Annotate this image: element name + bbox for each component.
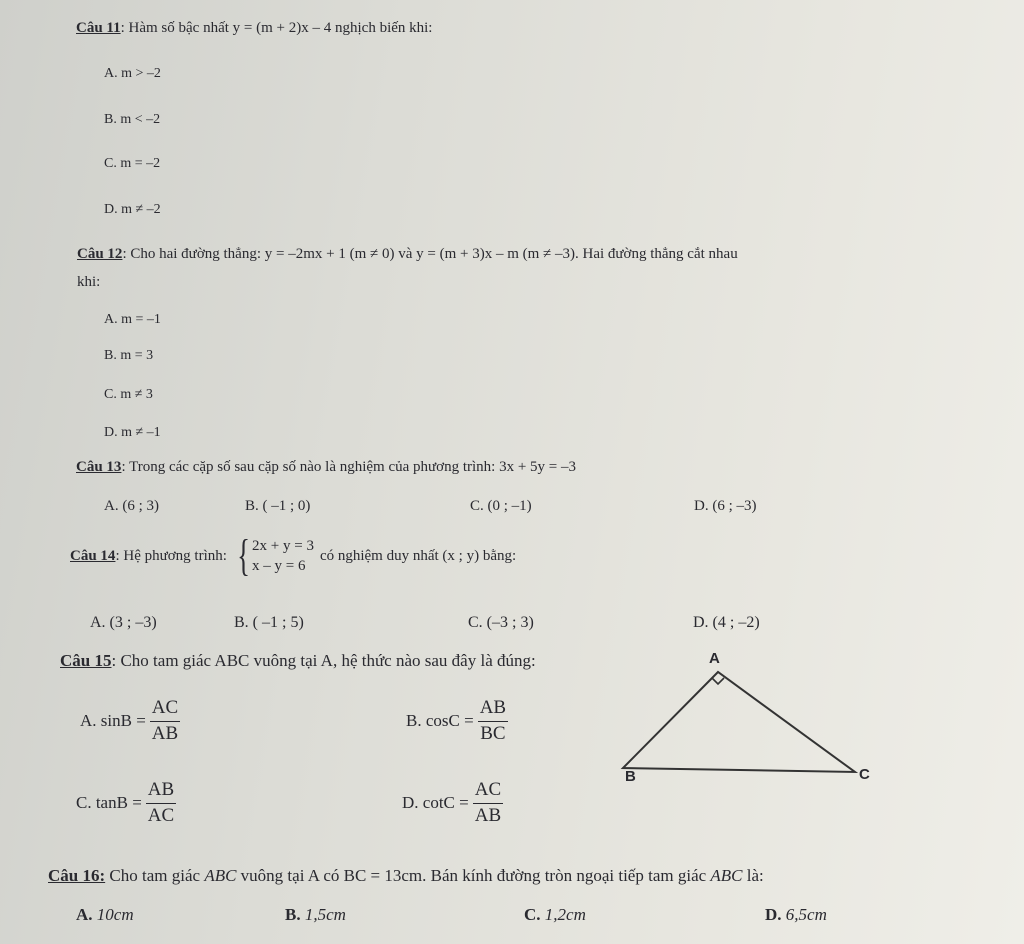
question-13-text: : Trong các cặp số sau cặp số nào là nghiệm của phương trình: 3x + 5y = –3	[121, 459, 577, 475]
question-15-label: Câu 15	[60, 651, 112, 670]
question-13-label: Câu 13	[76, 459, 122, 475]
q14-option-b: B. ( –1 ; 5)	[234, 614, 304, 631]
question-12-stem	[77, 246, 738, 263]
q11-option-a: A. m > –2	[104, 66, 161, 81]
q15-option-c-prefix: C. tanB =	[76, 793, 142, 813]
question-15-stem	[60, 651, 536, 671]
fraction-numerator: AB	[146, 780, 176, 804]
q12-option-a: A. m = –1	[104, 312, 161, 327]
q12-option-c: C. m ≠ 3	[104, 387, 153, 402]
question-14-stem	[70, 531, 517, 580]
q15-option-d	[402, 780, 503, 827]
question-16-stem	[48, 866, 764, 886]
triangle-name-1: ABC	[204, 866, 237, 885]
question-11-text: : Hàm số bậc nhất y = (m + 2)x – 4 nghịch biến khi:	[120, 20, 433, 36]
q11-option-d: D. m ≠ –2	[104, 202, 161, 217]
question-12-text-line2: khi:	[77, 274, 101, 290]
q16-option-c-letter: C.	[524, 905, 541, 924]
question-16-text-mid: vuông tại A có BC = 13cm. Bán kính đường tròn ngoại tiếp tam giác	[236, 866, 711, 885]
q15-option-c-fraction	[146, 780, 176, 827]
equation-system	[233, 531, 314, 580]
question-13-stem	[76, 459, 576, 476]
q16-option-a-value: 10cm	[96, 905, 134, 924]
triangle-abc	[623, 672, 855, 772]
q13-option-a: A. (6 ; 3)	[104, 498, 159, 514]
q16-option-b-letter: B.	[285, 905, 301, 924]
fraction-numerator: AB	[478, 698, 508, 722]
question-16-text-pre: Cho tam giác	[105, 866, 205, 885]
vertex-label-b: B	[625, 768, 636, 785]
q14-option-a: A. (3 ; –3)	[90, 614, 157, 631]
question-15-text: : Cho tam giác ABC vuông tại A, hệ thức nào sau đây là đúng:	[111, 651, 536, 670]
q16-option-b	[285, 905, 346, 925]
equation-2: x – y = 6	[252, 558, 306, 574]
q16-option-a-letter: A.	[76, 905, 93, 924]
q16-option-d-letter: D.	[765, 905, 782, 924]
equation-1: 2x + y = 3	[252, 537, 314, 554]
fraction-denominator: AC	[147, 804, 175, 826]
q16-option-d-value: 6,5cm	[785, 905, 827, 924]
q15-option-b-prefix: B. cosC =	[406, 711, 474, 731]
q15-option-a-fraction	[150, 698, 180, 745]
fraction-denominator: AB	[151, 722, 179, 744]
q15-option-c	[76, 780, 176, 827]
fraction-denominator: AB	[474, 804, 502, 826]
question-16-text-end: là:	[742, 866, 764, 885]
question-14-text-after: có nghiệm duy nhất (x ; y) bằng:	[319, 547, 517, 564]
fraction-numerator: AC	[473, 780, 503, 804]
question-12-label: Câu 12	[77, 246, 123, 262]
question-11-label: Câu 11	[76, 20, 121, 36]
q15-option-d-fraction	[473, 780, 503, 827]
fraction-denominator: BC	[480, 722, 506, 744]
vertex-label-c: C	[859, 766, 870, 783]
q14-option-c: C. (–3 ; 3)	[468, 614, 534, 631]
triangle-name-2: ABC	[710, 866, 743, 885]
q12-option-b: B. m = 3	[104, 348, 154, 363]
q13-option-d: D. (6 ; –3)	[694, 498, 757, 514]
question-14-text: : Hệ phương trình:	[115, 547, 227, 564]
q13-option-c: C. (0 ; –1)	[470, 498, 532, 514]
right-angle-marker	[712, 678, 724, 684]
q11-option-b: B. m < –2	[104, 112, 161, 127]
fraction-numerator: AC	[150, 698, 180, 722]
q16-option-c-value: 1,2cm	[544, 905, 586, 924]
q15-option-d-prefix: D. cotC =	[402, 793, 469, 813]
q15-option-a	[80, 698, 180, 745]
question-16-label: Câu 16:	[48, 866, 106, 885]
question-14-label: Câu 14	[70, 547, 116, 564]
q11-option-c: C. m = –2	[104, 156, 161, 171]
vertex-label-a: A	[709, 650, 720, 667]
brace-symbol: {	[237, 531, 250, 580]
q16-option-a	[76, 905, 134, 925]
q15-option-b-fraction	[478, 698, 508, 745]
q16-option-b-value: 1,5cm	[304, 905, 346, 924]
q14-option-d: D. (4 ; –2)	[693, 614, 760, 631]
question-11-stem	[76, 20, 432, 37]
question-12-text: : Cho hai đường thẳng: y = –2mx + 1 (m ≠ 0) và y = (m + 3)x – m (m ≠ –3). Hai đường thẳng cắt nhau	[122, 246, 738, 262]
q12-option-d: D. m ≠ –1	[104, 425, 161, 440]
q15-option-a-prefix: A. sinB =	[80, 711, 146, 731]
q13-option-b: B. ( –1 ; 0)	[245, 498, 311, 514]
q16-option-d	[765, 905, 827, 925]
q16-option-c	[524, 905, 586, 925]
q15-option-b	[406, 698, 508, 745]
